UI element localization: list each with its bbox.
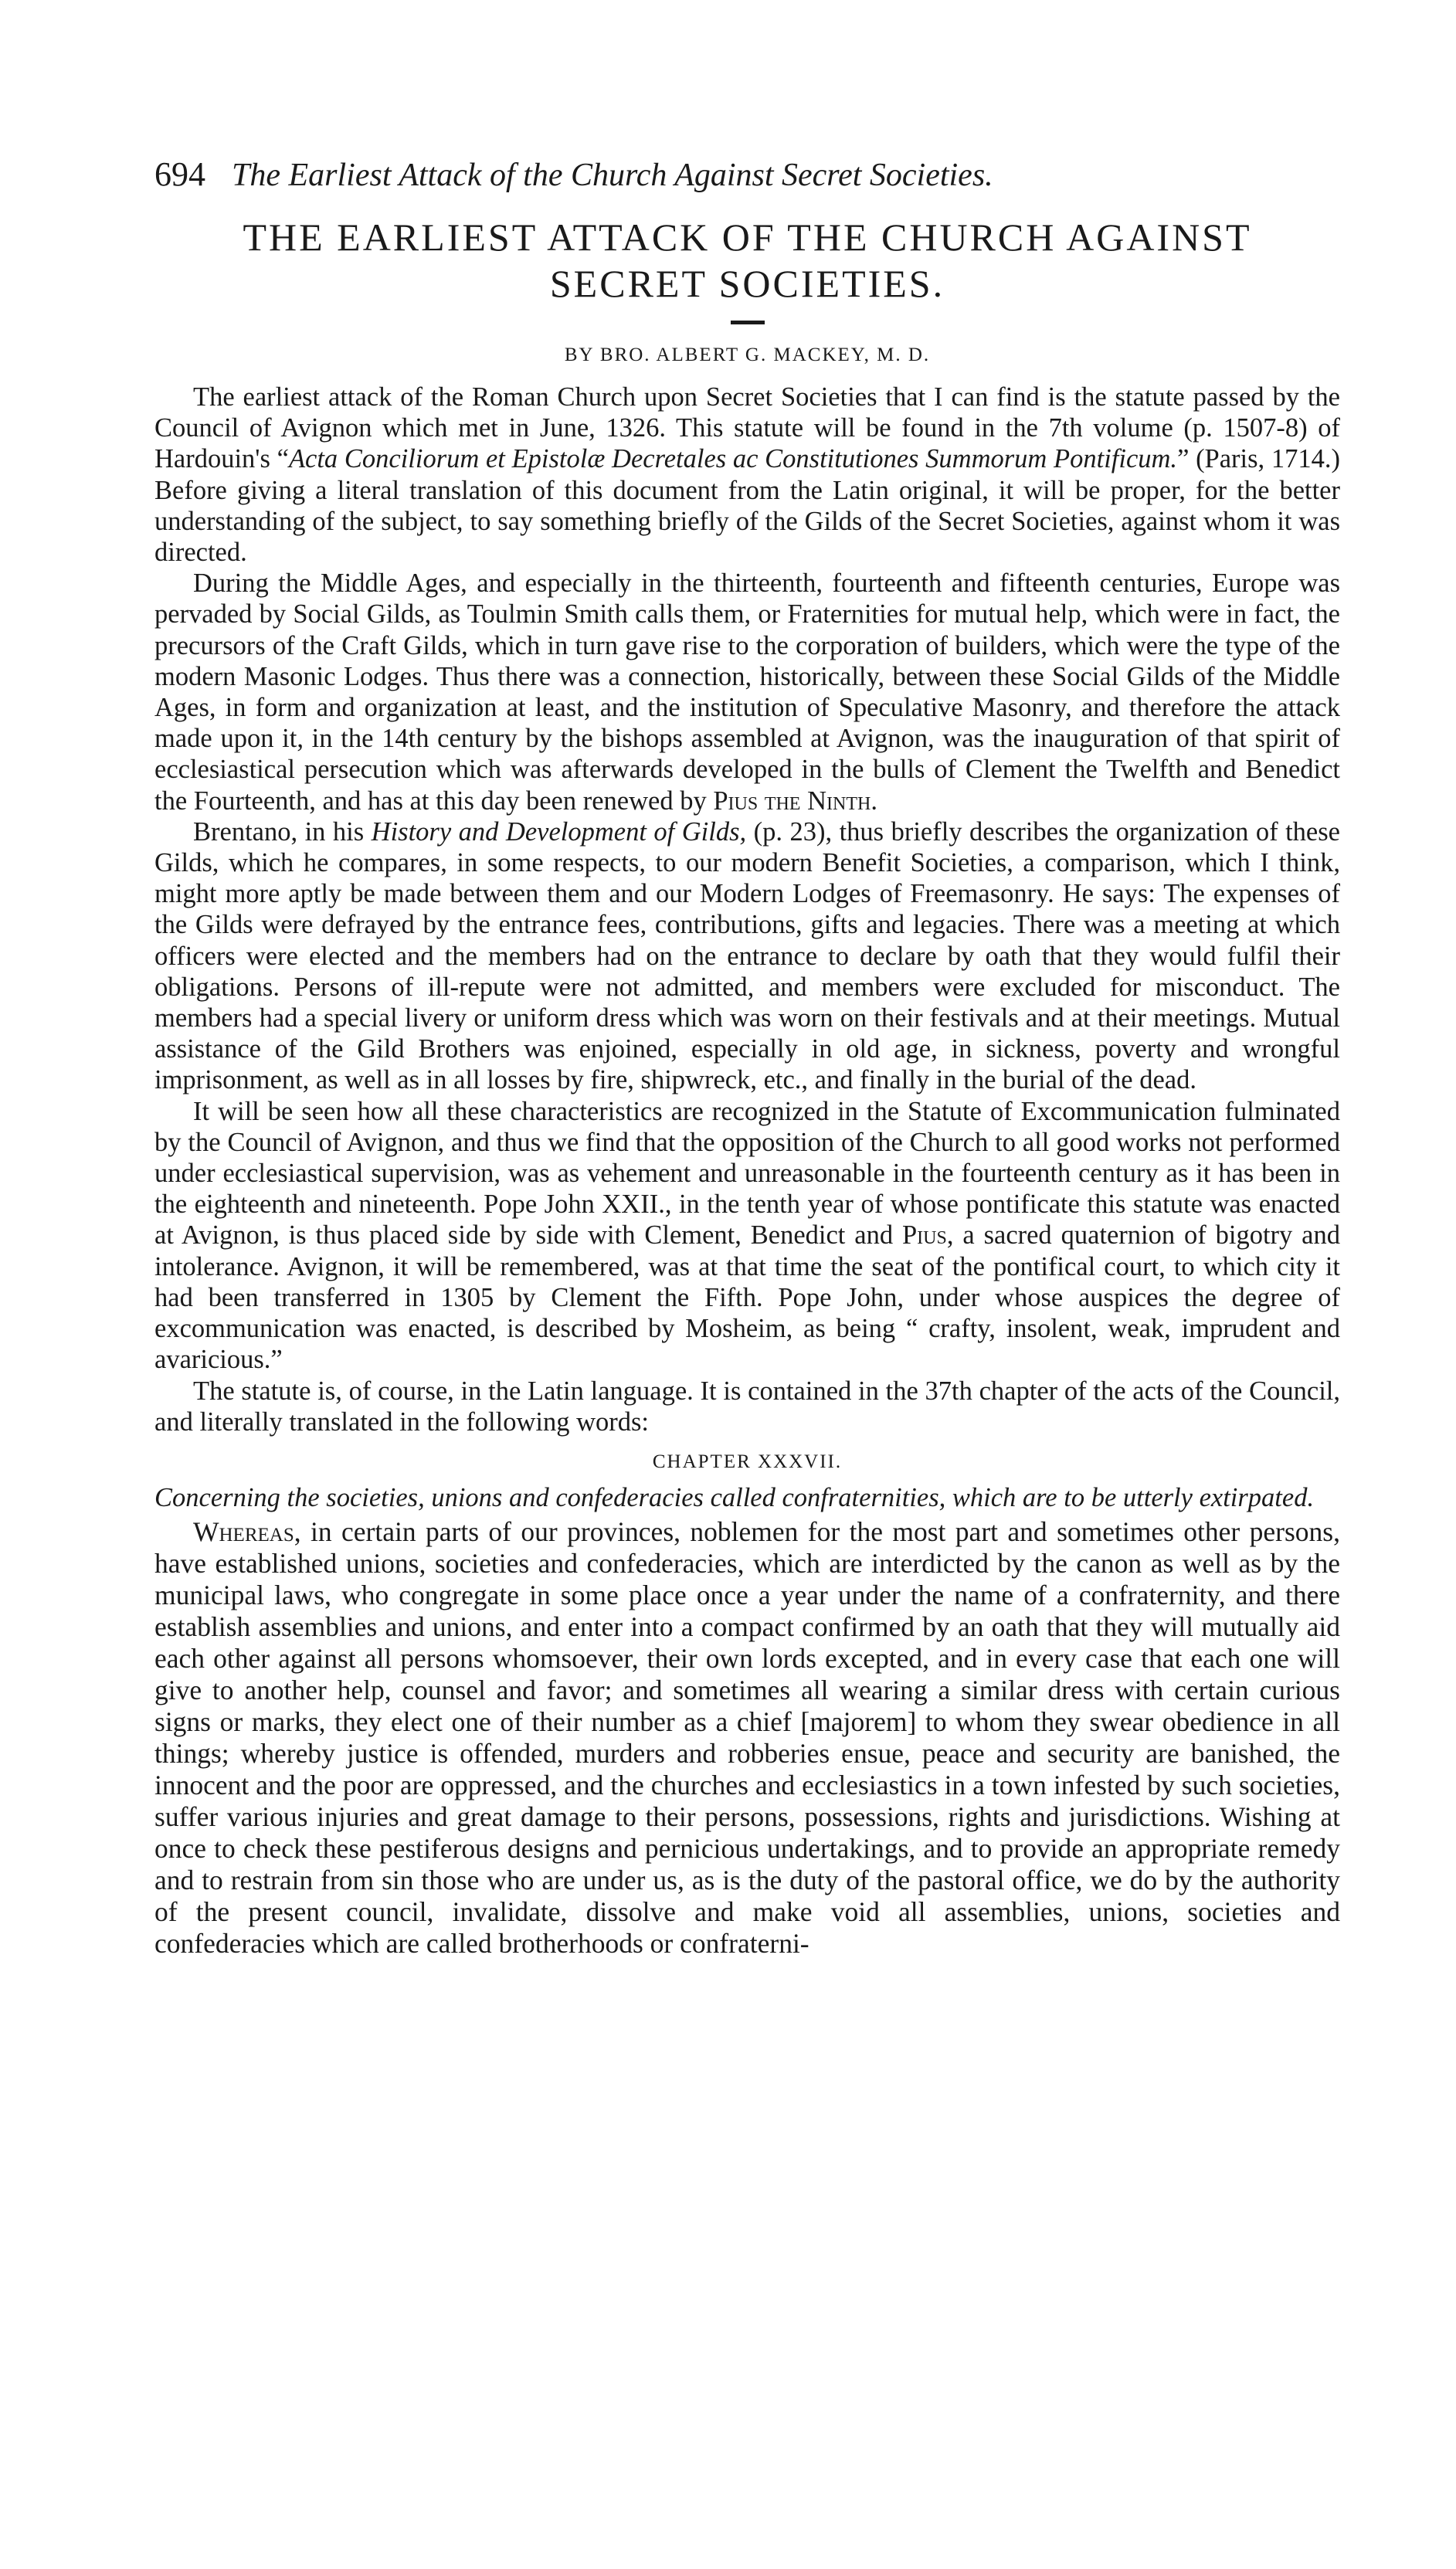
paragraph-4-pope-name: Pius — [902, 1220, 947, 1251]
running-title: The Earliest Attack of the Church Against Secret Societies. — [232, 158, 993, 193]
paragraph-3 — [154, 816, 1340, 1096]
article-title — [154, 214, 1340, 307]
paragraph-1 — [154, 382, 1340, 568]
paragraph-3-book-title: History and Development of Gilds, — [371, 816, 747, 847]
title-rule — [731, 321, 765, 324]
article-title-line-1: THE EARLIEST ATTACK OF THE CHURCH AGAINST — [243, 215, 1252, 259]
chapter-body — [154, 1516, 1340, 1960]
paragraph-1-book-title: Acta Conciliorum et Epistolæ Decretales ac Constitutiones Summorum Pontificum. — [288, 444, 1178, 474]
running-head — [154, 154, 1340, 194]
paragraph-5: The statute is, of course, in the Latin language. It is contained in the 37th chapter of the acts of the Council, and literally translated in the following words: — [154, 1376, 1340, 1437]
paragraph-4 — [154, 1096, 1340, 1376]
chapter-heading: CHAPTER XXXVII. — [652, 1451, 843, 1472]
chapter-subtitle: Concerning the societies, unions and confederacies called confraternities, which are to be utterly extirpated. — [154, 1482, 1315, 1512]
chapter-body-whereas: Whereas — [193, 1516, 294, 1548]
paragraph-2-pope-name: Pius the Ninth. — [713, 786, 877, 816]
page-number: 694 — [154, 155, 205, 193]
byline: BY BRO. ALBERT G. MACKEY, M. D. — [564, 344, 931, 365]
paragraph-1-text-a: The earliest attack of the Roman Church upon Secret Societies that I can find is the statute passed by the Council of Avignon which met in June, 1326. This statute will be found in the 7th volume (p. 1507-8) of Hardouin's “ — [154, 382, 1340, 474]
paragraph-4-text-b: , a sacred quaternion of bigotry and intolerance. Avignon, it will be remembered, was at that time the seat of the pontifical court, to which city it had been transferred in 1305 by Clement the Fifth. Pope John, under whose auspices the degree of excommunication was enacted, is described by Mosheim, as being “ crafty, insolent, weak, imprudent and avaricious.” — [154, 1220, 1340, 1375]
paragraph-2-text: During the Middle Ages, and especially in the thirteenth, fourteenth and fifteenth centuries, Europe was pervaded by Social Gilds, as Toulmin Smith calls them, or Fraternities for mutual help, which were in fact, the precursors of the Craft Gilds, which in turn gave rise to the corporation of builders, which were the type of the modern Masonic Lodges. Thus there was a connection, historically, between these Social Gilds of the Middle Ages, in form and organization at least, and the institution of Speculative Masonry, and therefore the attack made upon it, in the 14th century by the bishops assembled at Avignon, was the inauguration of that spirit of ecclesiastical persecution which was afterwards developed in the bulls of Clement the Twelfth and Benedict the Fourteenth, and has at this day been renewed by — [154, 568, 1340, 816]
paragraph-3-text-b: (p. 23), thus briefly describes the organization of these Gilds, which he compares, in some respects, to our modern Benefit Societies, a comparison, which I think, might more aptly be made between them and our Modern Lodges of Freemasonry. He says: The expenses of the Gilds were defrayed by the entrance fees, contributions, gifts and legacies. There was a meeting at which officers were elected and the members had on the entrance to declare by oath that they would fulfil their obligations. Persons of ill-repute were not admitted, and members were excluded for misconduct. The members had a special livery or uniform dress which was worn on their festivals and at their meetings. Mutual assistance of the Gild Brothers was enjoined, especially in old age, in sickness, poverty and wrongful imprisonment, as well as in all losses by fire, shipwreck, etc., and finally in the burial of the dead. — [154, 816, 1340, 1095]
paragraph-1-text-b: ” (Paris, 1714.) Before giving a literal translation of this document from the Latin original, it will be proper, for the better understanding of the subject, to say something briefly of the Gilds of the Secret Societies, against whom it was directed. — [154, 444, 1340, 568]
chapter-body-text: , in certain parts of our provinces, noblemen for the most part and sometimes other persons, have established unions, societies and confederacies, which are interdicted by the canon as well as by the municipal laws, who congregate in some place once a year under the name of a confraternity, and there establish assemblies and unions, and enter into a compact confirmed by an oath that they will mutually aid each other against all persons whomsoever, their own lords excepted, and in every case that each one will give to another help, counsel and favor; and sometimes all wearing a similar dress with certain curious signs or marks, they elect one of their number as a chief [majorem] to whom they swear obedience in all things; whereby justice is offended, murders and robberies ensue, peace and security are banished, the innocent and the poor are oppressed, and the churches and ecclesiastics in a town infested by such societies, suffer various injuries and great damage to their persons, possessions, rights and jurisdictions. Wishing at once to check these pestiferous designs and pernicious undertakings, and to provide an appropriate remedy and to restrain from sin those who are under us, as is the duty of the pastoral office, we do by the authority of the present council, invalidate, dissolve and make void all assemblies, unions, societies and confederacies which are called brotherhoods or confraterni- — [154, 1516, 1340, 1960]
article-title-line-2: SECRET SOCIETIES. — [549, 262, 945, 305]
paragraph-3-text-a: Brentano, in his — [193, 816, 372, 847]
paragraph-4-text-a: It will be seen how all these characteristics are recognized in the Statute of Excommunication fulminated by the Council of Avignon, and thus we find that the opposition of the Church to all good works not performed under ecclesiastical supervision, was as vehement and unreasonable in the fourteenth century as it has been in the eighteenth and nineteenth. Pope John XXII., in the tenth year of whose pontificate this statute was enacted at Avignon, is thus placed side by side with Clement, Benedict and — [154, 1096, 1340, 1251]
paragraph-2 — [154, 568, 1340, 816]
